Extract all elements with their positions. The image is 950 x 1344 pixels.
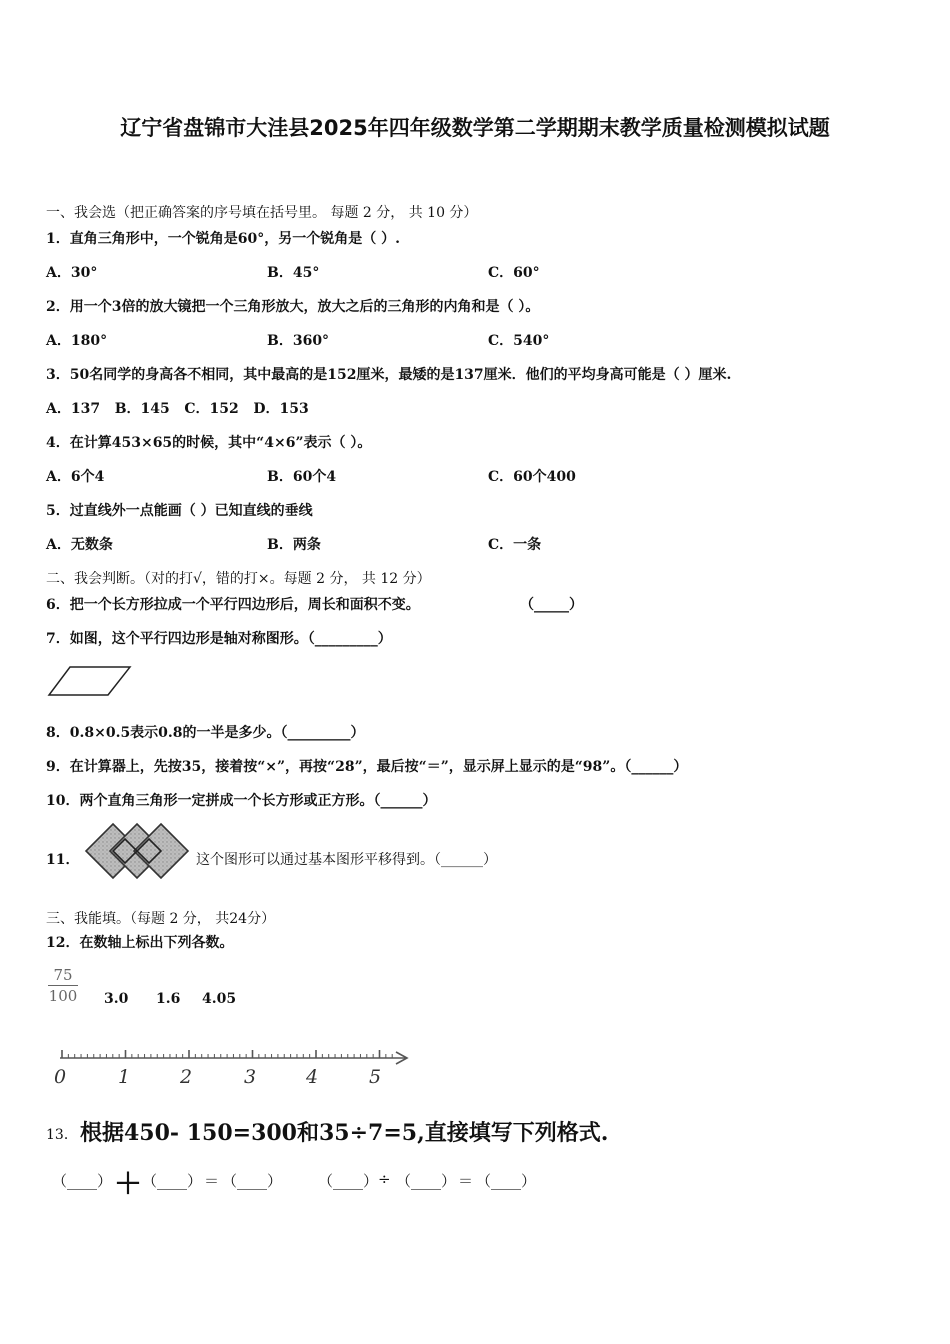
q4-option-a: A．6个4	[46, 469, 105, 485]
q4-option-c: C．60个400	[488, 469, 576, 485]
question-7: 7．如图，这个平行四边形是轴对称图形。（_________）	[46, 631, 392, 647]
q3-options: A．137 B．145 C．152 D．153	[46, 401, 309, 417]
question-1: 1．直角三角形中，一个锐角是60°，另一个锐角是（ ）.	[46, 231, 400, 247]
axis-label-2: 2	[180, 1066, 193, 1088]
blank-5[interactable]: （____）	[396, 1172, 457, 1190]
question-5: 5．过直线外一点能画（ ）已知直线的垂线	[46, 503, 313, 519]
divide-sign: ÷	[378, 1170, 391, 1188]
question-6: 6．把一个长方形拉成一个平行四边形后，周长和面积不变。	[46, 597, 420, 613]
q2-option-a: A．180°	[46, 333, 108, 349]
question-8: 8．0.8×0.5表示0.8的一半是多少。（_________）	[46, 725, 365, 741]
page-title: 辽宁省盘锦市大洼县2025年四年级数学第二学期期末教学质量检测模拟试题	[120, 116, 830, 140]
axis-label-5: 5	[369, 1066, 382, 1088]
q5-option-a: A．无数条	[46, 537, 113, 553]
section-2-heading: 二、我会判断。（对的打√，错的打×。每题 2 分， 共 12 分）	[46, 571, 431, 587]
q2-option-b: B．360°	[267, 333, 330, 349]
q1-option-b: B．45°	[267, 265, 320, 281]
fraction-numerator: 75	[53, 966, 73, 984]
blank-3[interactable]: （____）	[222, 1172, 283, 1190]
question-4: 4．在计算453×65的时候，其中“4×6”表示（ ）。	[46, 435, 372, 451]
question-10: 10．两个直角三角形一定拼成一个长方形或正方形。（______）	[46, 793, 437, 809]
parallelogram-figure	[46, 664, 134, 698]
axis-label-0: 0	[54, 1066, 67, 1088]
question-13: 根据450- 150=300和35÷7=5,直接填写下列格式.	[80, 1120, 609, 1146]
axis-label-4: 4	[306, 1066, 319, 1088]
number-4-05: 4.05	[202, 991, 237, 1007]
question-2: 2．用一个3倍的放大镜把一个三角形放大，放大之后的三角形的内角和是（ ）。	[46, 299, 540, 315]
diamond-translation-figure	[82, 821, 194, 883]
plus-sign: ＋	[114, 1167, 143, 1200]
axis-label-3: 3	[244, 1066, 257, 1088]
q6-blank: （_____）	[520, 597, 583, 613]
question-12: 12．在数轴上标出下列各数。	[46, 935, 234, 951]
fraction-75-100	[48, 966, 78, 1005]
question-9: 9．在计算器上，先按35，接着按“×”，再按“28”，最后按“＝”，显示屏上显示的是“98”。（______）	[46, 759, 688, 775]
blank-2[interactable]: （____）	[142, 1172, 203, 1190]
axis-label-1: 1	[118, 1066, 131, 1088]
q4-option-b: B．60个4	[267, 469, 337, 485]
q1-option-a: A．30°	[46, 265, 98, 281]
q2-option-c: C．540°	[488, 333, 550, 349]
q13-number: 13．	[46, 1127, 78, 1143]
equals-sign-2: ＝	[458, 1172, 474, 1190]
blank-6[interactable]: （____）	[476, 1172, 537, 1190]
fraction-denominator: 100	[48, 987, 78, 1005]
number-3-0: 3.0	[104, 991, 129, 1007]
question-11: 这个图形可以通过基本图形平移得到。（______）	[196, 852, 497, 868]
number-1-6: 1.6	[156, 991, 181, 1007]
question-3: 3．50名同学的身高各不相同，其中最高的是152厘米，最矮的是137厘米．他们的平均身高可能是（ ）厘米.	[46, 367, 732, 383]
q11-number: 11．	[46, 852, 80, 868]
number-line	[50, 1046, 415, 1068]
q5-option-b: B．两条	[267, 537, 321, 553]
blank-4[interactable]: （____）	[318, 1172, 379, 1190]
section-3-heading: 三、我能填。（每题 2 分， 共24分）	[46, 911, 276, 927]
equals-sign-1: ＝	[204, 1172, 220, 1190]
section-1-heading: 一、我会选（把正确答案的序号填在括号里。 每题 2 分， 共 10 分）	[46, 205, 478, 221]
fraction-bar	[48, 985, 78, 986]
q1-option-c: C．60°	[488, 265, 540, 281]
blank-1[interactable]: （____）	[52, 1172, 113, 1190]
number-line-ticks	[62, 1050, 392, 1058]
q5-option-c: C．一条	[488, 537, 542, 553]
